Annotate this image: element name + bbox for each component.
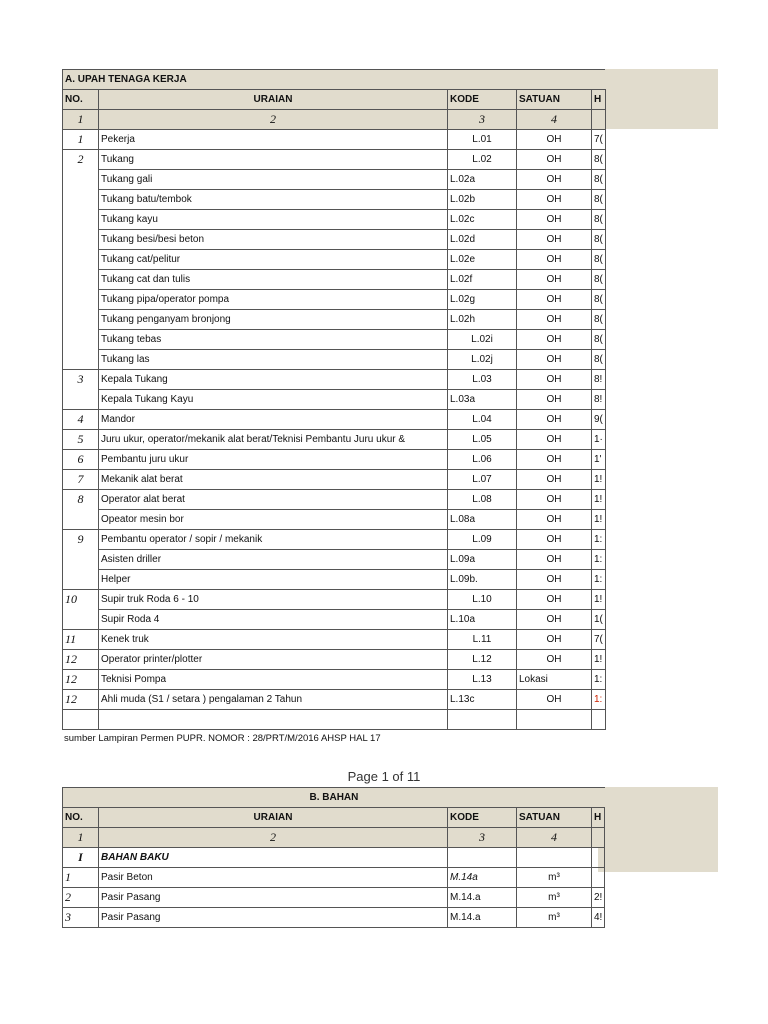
row-kode: L.02 — [448, 150, 517, 170]
row-harga — [592, 710, 606, 730]
row-satuan: OH — [517, 610, 592, 630]
row-satuan: OH — [517, 210, 592, 230]
upah-table — [62, 69, 606, 730]
row-harga: 8( — [592, 170, 606, 190]
row-kode: L.04 — [448, 410, 517, 430]
row-satuan: OH — [517, 270, 592, 290]
row-kode: L.02d — [448, 230, 517, 250]
row-no: 2 — [63, 888, 99, 908]
table-row — [63, 650, 606, 670]
row-satuan: OH — [517, 470, 592, 490]
row-harga: 2! — [592, 888, 605, 908]
row-kode: L.09b. — [448, 570, 517, 590]
row-satuan: OH — [517, 170, 592, 190]
row-harga: 1: — [592, 570, 606, 590]
row-uraian: Juru ukur, operator/mekanik alat berat/Teknisi Pembantu Juru ukur & — [99, 430, 448, 450]
colnum-harga — [592, 110, 606, 130]
row-uraian: Pasir Beton — [99, 868, 448, 888]
colnum-uraian: 2 — [99, 828, 448, 848]
row-kode: L.02c — [448, 210, 517, 230]
table-row — [63, 888, 605, 908]
row-harga: 1: — [592, 550, 606, 570]
row-harga: 1! — [592, 590, 606, 610]
table-row — [63, 530, 606, 550]
row-no — [63, 290, 99, 310]
row-uraian: Opeator mesin bor — [99, 510, 448, 530]
table-row — [63, 130, 606, 150]
row-satuan: OH — [517, 570, 592, 590]
row-satuan: m³ — [517, 868, 592, 888]
table-row — [63, 690, 606, 710]
table-row — [63, 490, 606, 510]
table-row — [63, 270, 606, 290]
row-no: 3 — [63, 370, 99, 390]
row-satuan: OH — [517, 150, 592, 170]
header-band-a-top — [598, 69, 718, 89]
colnum-satuan: 4 — [517, 110, 592, 130]
row-no: 3 — [63, 908, 99, 928]
colnum-no: 1 — [63, 828, 99, 848]
row-uraian: Mekanik alat berat — [99, 470, 448, 490]
row-satuan: OH — [517, 250, 592, 270]
row-kode: L.02g — [448, 290, 517, 310]
row-harga: 7( — [592, 130, 606, 150]
row-kode: L.02b — [448, 190, 517, 210]
table-row — [63, 190, 606, 210]
table-row — [63, 290, 606, 310]
row-satuan: OH — [517, 590, 592, 610]
source-note: sumber Lampiran Permen PUPR. NOMOR : 28/PRT/M/2016 AHSP HAL 17 — [64, 733, 381, 744]
table-row — [63, 250, 606, 270]
table-row — [63, 150, 606, 170]
header-harga: H — [592, 808, 605, 828]
colnum-kode: 3 — [448, 828, 517, 848]
row-harga: 9( — [592, 410, 606, 430]
row-no: 5 — [63, 430, 99, 450]
row-no: 7 — [63, 470, 99, 490]
row-harga: 1' — [592, 450, 606, 470]
header-row — [63, 808, 605, 828]
colnum-uraian: 2 — [99, 110, 448, 130]
row-no: 9 — [63, 530, 99, 550]
row-kode: M.14a — [448, 868, 517, 888]
colnum-kode: 3 — [448, 110, 517, 130]
row-no — [63, 210, 99, 230]
row-satuan: OH — [517, 350, 592, 370]
section-title-row — [63, 70, 606, 90]
row-kode: L.02e — [448, 250, 517, 270]
row-satuan: OH — [517, 290, 592, 310]
row-uraian: Pekerja — [99, 130, 448, 150]
row-harga: 1! — [592, 470, 606, 490]
row-harga: 8( — [592, 230, 606, 250]
row-satuan: OH — [517, 190, 592, 210]
row-satuan: OH — [517, 410, 592, 430]
row-satuan — [517, 710, 592, 730]
group-no: I — [63, 848, 99, 868]
row-kode: L.03a — [448, 390, 517, 410]
row-no: 1 — [63, 868, 99, 888]
page-label: Page 1 of 11 — [347, 769, 421, 784]
header-row — [63, 90, 606, 110]
row-kode: L.13c — [448, 690, 517, 710]
table-row — [63, 510, 606, 530]
row-uraian: Asisten driller — [99, 550, 448, 570]
row-uraian: Kenek truk — [99, 630, 448, 650]
row-no — [63, 310, 99, 330]
row-uraian: Tukang gali — [99, 170, 448, 190]
row-kode: L.06 — [448, 450, 517, 470]
row-no — [63, 570, 99, 590]
row-harga: 8( — [592, 150, 606, 170]
row-uraian: Tukang las — [99, 350, 448, 370]
row-kode: L.02a — [448, 170, 517, 190]
group-label: BAHAN BAKU — [99, 848, 448, 868]
row-uraian: Pasir Pasang — [99, 908, 448, 928]
header-uraian: URAIAN — [99, 808, 448, 828]
row-satuan: Lokasi — [517, 670, 592, 690]
table-row — [63, 610, 606, 630]
table-row — [63, 470, 606, 490]
row-harga: 8! — [592, 390, 606, 410]
row-kode: L.07 — [448, 470, 517, 490]
table-row — [63, 230, 606, 250]
row-no: 8 — [63, 490, 99, 510]
row-satuan: OH — [517, 530, 592, 550]
row-satuan: OH — [517, 630, 592, 650]
table-row — [63, 210, 606, 230]
row-kode: L.13 — [448, 670, 517, 690]
row-uraian: Tukang cat/pelitur — [99, 250, 448, 270]
table-row — [63, 908, 605, 928]
table-row — [63, 570, 606, 590]
row-harga: 8! — [592, 370, 606, 390]
row-kode: M.14.a — [448, 888, 517, 908]
row-satuan: OH — [517, 690, 592, 710]
row-no — [63, 250, 99, 270]
row-harga: 8( — [592, 250, 606, 270]
row-satuan: OH — [517, 370, 592, 390]
header-no: NO. — [63, 808, 99, 828]
row-satuan: OH — [517, 550, 592, 570]
row-no: 12 — [63, 650, 99, 670]
colnum-harga — [592, 828, 605, 848]
section-title-row — [63, 788, 605, 808]
row-uraian — [99, 710, 448, 730]
row-uraian: Pembantu operator / sopir / mekanik — [99, 530, 448, 550]
row-harga: 8( — [592, 270, 606, 290]
header-harga: H — [592, 90, 606, 110]
row-no: 4 — [63, 410, 99, 430]
row-harga: 1: — [592, 670, 606, 690]
row-uraian: Pembantu juru ukur — [99, 450, 448, 470]
row-no: 2 — [63, 150, 99, 170]
row-harga: 8( — [592, 290, 606, 310]
row-uraian: Ahli muda (S1 / setara ) pengalaman 2 Tahun — [99, 690, 448, 710]
table-row — [63, 350, 606, 370]
row-uraian: Pasir Pasang — [99, 888, 448, 908]
table-row — [63, 450, 606, 470]
row-no — [63, 190, 99, 210]
row-harga: 8( — [592, 330, 606, 350]
row-harga: 1: — [592, 530, 606, 550]
column-number-row — [63, 110, 606, 130]
row-kode: L.02f — [448, 270, 517, 290]
row-satuan: OH — [517, 310, 592, 330]
row-kode: L.02h — [448, 310, 517, 330]
row-uraian: Tukang batu/tembok — [99, 190, 448, 210]
row-no: 10 — [63, 590, 99, 610]
header-band-a — [598, 89, 718, 129]
row-uraian: Teknisi Pompa — [99, 670, 448, 690]
row-no — [63, 550, 99, 570]
row-harga: 1! — [592, 650, 606, 670]
row-harga: 1· — [592, 430, 606, 450]
row-harga: 8( — [592, 310, 606, 330]
colnum-no: 1 — [63, 110, 99, 130]
row-harga: 1! — [592, 510, 606, 530]
row-harga: 8( — [592, 190, 606, 210]
row-uraian: Tukang kayu — [99, 210, 448, 230]
table-row — [63, 670, 606, 690]
header-band-b-top — [598, 787, 718, 808]
row-uraian: Tukang besi/besi beton — [99, 230, 448, 250]
column-number-row — [63, 828, 605, 848]
row-kode: L.08 — [448, 490, 517, 510]
row-no — [63, 610, 99, 630]
row-harga: 7( — [592, 630, 606, 650]
row-kode: L.02i — [448, 330, 517, 350]
row-uraian: Mandor — [99, 410, 448, 430]
row-uraian: Tukang tebas — [99, 330, 448, 350]
row-no — [63, 170, 99, 190]
row-kode: L.09 — [448, 530, 517, 550]
group-row — [63, 848, 605, 868]
table-row — [63, 170, 606, 190]
row-kode: L.05 — [448, 430, 517, 450]
table-row — [63, 590, 606, 610]
row-uraian: Supir Roda 4 — [99, 610, 448, 630]
table-row — [63, 430, 606, 450]
row-no — [63, 350, 99, 370]
row-no — [63, 710, 99, 730]
row-harga: 1: — [592, 690, 606, 710]
row-kode — [448, 710, 517, 730]
row-kode: L.10a — [448, 610, 517, 630]
row-uraian: Kepala Tukang — [99, 370, 448, 390]
table-row — [63, 390, 606, 410]
row-uraian: Tukang cat dan tulis — [99, 270, 448, 290]
table-row — [63, 550, 606, 570]
row-uraian: Kepala Tukang Kayu — [99, 390, 448, 410]
row-uraian: Operator printer/plotter — [99, 650, 448, 670]
row-harga: 1! — [592, 490, 606, 510]
row-kode: L.11 — [448, 630, 517, 650]
row-no — [63, 510, 99, 530]
table-row — [63, 330, 606, 350]
header-band-b — [598, 808, 718, 872]
row-harga: 8( — [592, 350, 606, 370]
row-satuan: OH — [517, 230, 592, 250]
table-row — [63, 370, 606, 390]
group-kode — [448, 848, 517, 868]
row-kode: M.14.a — [448, 908, 517, 928]
row-uraian: Operator alat berat — [99, 490, 448, 510]
header-uraian: URAIAN — [99, 90, 448, 110]
row-no — [63, 330, 99, 350]
row-satuan: OH — [517, 390, 592, 410]
row-no: 6 — [63, 450, 99, 470]
row-uraian: Helper — [99, 570, 448, 590]
header-kode: KODE — [448, 90, 517, 110]
section-a-title: A. UPAH TENAGA KERJA — [63, 70, 606, 90]
row-uraian: Supir truk Roda 6 - 10 — [99, 590, 448, 610]
row-kode: L.03 — [448, 370, 517, 390]
table-row — [63, 310, 606, 330]
header-kode: KODE — [448, 808, 517, 828]
row-no — [63, 270, 99, 290]
row-satuan: OH — [517, 130, 592, 150]
colnum-satuan: 4 — [517, 828, 592, 848]
row-no — [63, 390, 99, 410]
row-kode: L.01 — [448, 130, 517, 150]
row-uraian: Tukang penganyam bronjong — [99, 310, 448, 330]
row-satuan: m³ — [517, 908, 592, 928]
table-row — [63, 410, 606, 430]
row-satuan: OH — [517, 650, 592, 670]
row-satuan: OH — [517, 490, 592, 510]
row-satuan: OH — [517, 450, 592, 470]
row-satuan: OH — [517, 510, 592, 530]
row-no: 12 — [63, 670, 99, 690]
row-kode: L.08a — [448, 510, 517, 530]
header-satuan: SATUAN — [517, 808, 592, 828]
row-kode: L.12 — [448, 650, 517, 670]
row-uraian: Tukang pipa/operator pompa — [99, 290, 448, 310]
header-no: NO. — [63, 90, 99, 110]
section-b-title: B. BAHAN — [63, 788, 605, 808]
row-no — [63, 230, 99, 250]
row-satuan: m³ — [517, 888, 592, 908]
row-satuan: OH — [517, 430, 592, 450]
row-no: 1 — [63, 130, 99, 150]
row-uraian: Tukang — [99, 150, 448, 170]
row-harga — [592, 868, 605, 888]
bahan-table — [62, 787, 605, 928]
header-satuan: SATUAN — [517, 90, 592, 110]
row-harga: 4! — [592, 908, 605, 928]
row-no: 12 — [63, 690, 99, 710]
row-harga: 1( — [592, 610, 606, 630]
group-harga — [592, 848, 605, 868]
row-kode: L.02j — [448, 350, 517, 370]
blank-row — [63, 710, 606, 730]
row-no: 11 — [63, 630, 99, 650]
row-kode: L.09a — [448, 550, 517, 570]
row-harga: 8( — [592, 210, 606, 230]
table-row — [63, 630, 606, 650]
row-satuan: OH — [517, 330, 592, 350]
table-row — [63, 868, 605, 888]
group-satuan — [517, 848, 592, 868]
row-kode: L.10 — [448, 590, 517, 610]
